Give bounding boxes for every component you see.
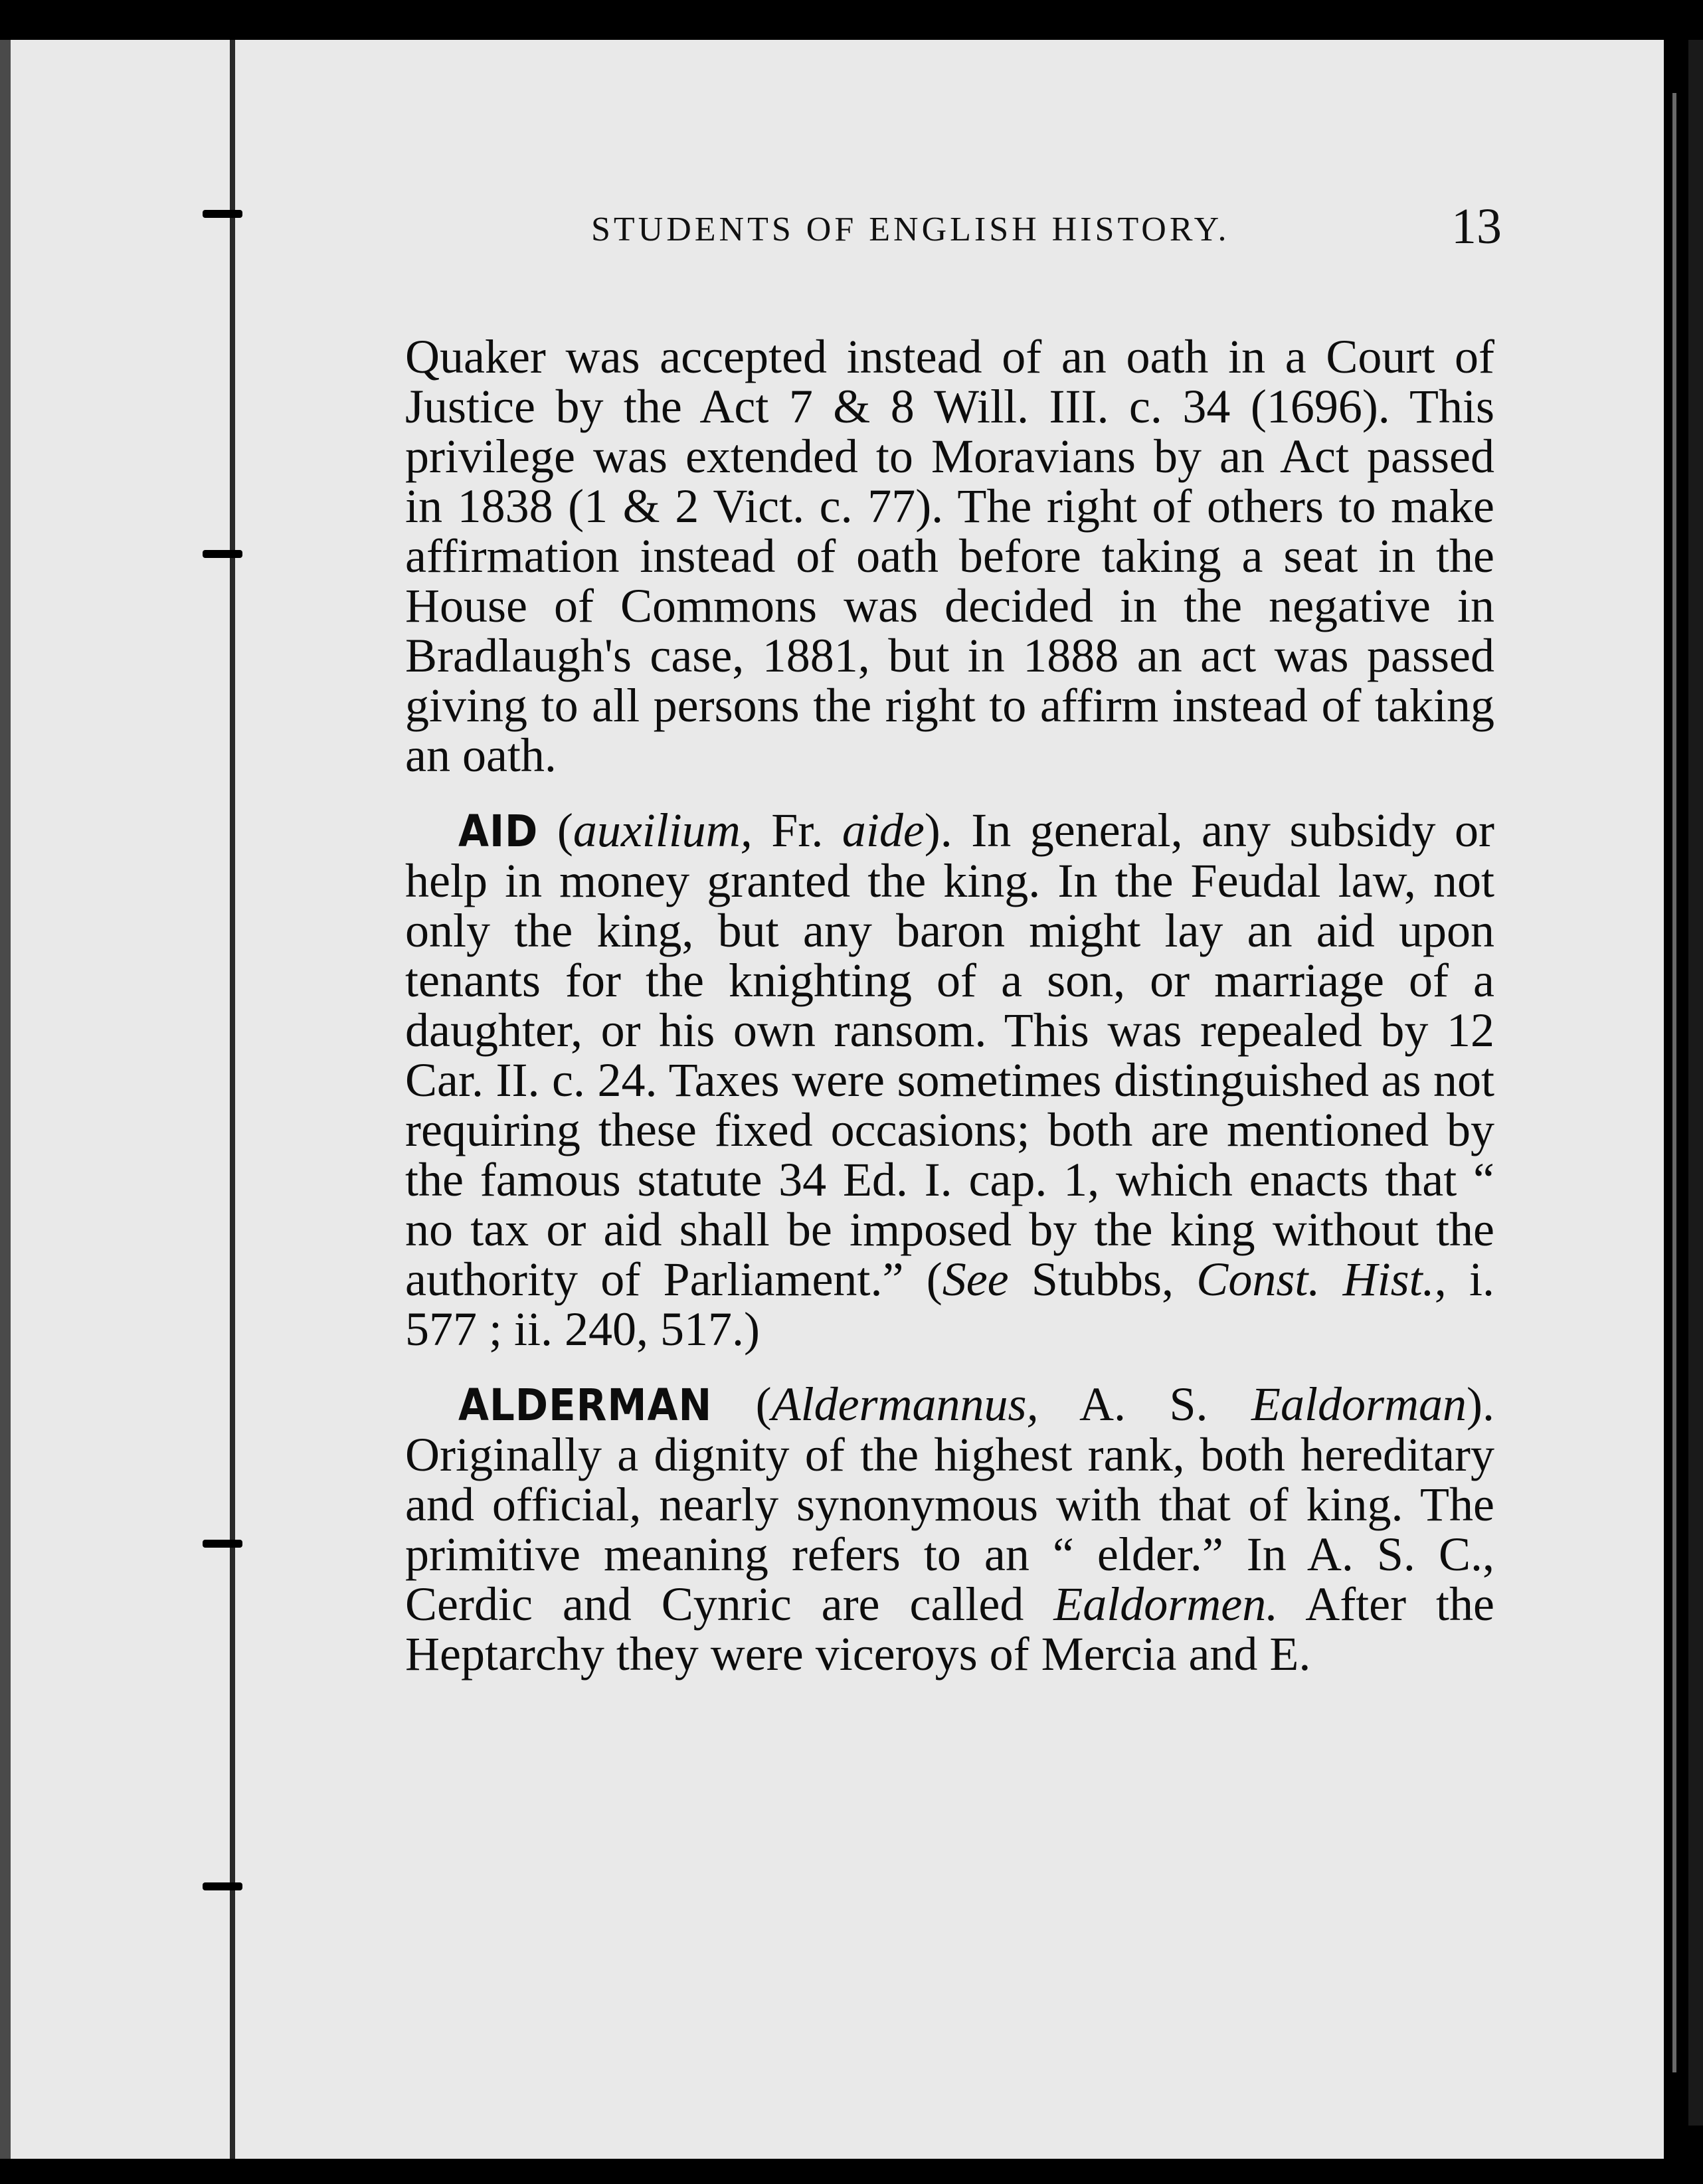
italic-segment: Ealdorman bbox=[1251, 1378, 1467, 1431]
italic-segment: Ealdormen. bbox=[1053, 1578, 1279, 1631]
headword-alderman: ALDERMAN bbox=[458, 1380, 713, 1431]
text-segment: Stubbs, bbox=[1008, 1253, 1197, 1306]
entry-alderman bbox=[405, 1380, 1494, 1679]
italic-segment: See bbox=[942, 1253, 1009, 1306]
text-segment: ( bbox=[712, 1378, 772, 1431]
page-left-edge bbox=[0, 40, 11, 2159]
binding-mark bbox=[203, 1540, 242, 1548]
text-segment: Fr. bbox=[752, 804, 842, 857]
binding-mark bbox=[203, 210, 242, 218]
body-text bbox=[405, 332, 1494, 1679]
headword-aid: AID bbox=[458, 806, 539, 857]
scan-bottom-border bbox=[0, 2159, 1703, 2184]
page-number: 13 bbox=[1451, 199, 1502, 254]
text-segment: A. S. bbox=[1038, 1378, 1252, 1431]
entry-aid bbox=[405, 806, 1494, 1354]
text-segment: ). Originally a dignity of the highest rank, both hereditary and official, nearly synonymous with that of king. The primitive meaning refers to an “ elder.” In A. S. C., Cerdic and Cynric are called bbox=[405, 1378, 1494, 1631]
italic-segment: aide bbox=[842, 804, 925, 857]
scanned-page bbox=[0, 40, 1664, 2159]
italic-segment: Const. Hist. bbox=[1196, 1253, 1435, 1306]
text-segment: ( bbox=[538, 804, 573, 857]
binding-mark bbox=[203, 550, 242, 558]
text-segment: After the Heptarchy they were viceroys of Mercia and E. bbox=[405, 1578, 1494, 1681]
page-right-edge bbox=[1688, 40, 1703, 2126]
gutter-fold-line bbox=[230, 40, 235, 2159]
running-head: STUDENTS OF ENGLISH HISTORY. bbox=[591, 211, 1230, 248]
italic-segment: auxilium, bbox=[573, 804, 753, 857]
text-segment: Quaker was accepted instead of an oath in a Court of Justice by the Act 7 & 8 Will. III. c. 34 (1696). This privilege was extended to Moravians by an Act passed in 1838 (1 & 2 Vict. c. 77). The right of others to make affirmation instead of oath before taking a seat in the House of Commons was decided in the negative in Bradlaugh's case, 1881, but in 1888 an act was passed giving to all persons the right to affirm instead of taking an oath. bbox=[405, 330, 1494, 782]
italic-segment: Aldermannus, bbox=[771, 1378, 1039, 1431]
paragraph-quaker bbox=[405, 332, 1494, 780]
page-right-shadow bbox=[1672, 93, 1676, 2072]
binding-mark bbox=[203, 1882, 242, 1890]
text-segment: ). In general, any subsidy or help in money granted the king. In the Feudal law, not only the king, but any baron might lay an aid upon tenants for the knighting of a son, or marriage of a daughter, or his own ransom. This was repealed by 12 Car. II. c. 24. Taxes were sometimes distinguished as not requiring these fixed occasions; both are mentioned by the famous statute 34 Ed. I. cap. 1, which enacts that “ no tax or aid shall be imposed by the king without the authority of Parliament.” ( bbox=[405, 804, 1495, 1306]
text-segment: , i. 577 ; ii. 240, 517.) bbox=[405, 1253, 1494, 1356]
